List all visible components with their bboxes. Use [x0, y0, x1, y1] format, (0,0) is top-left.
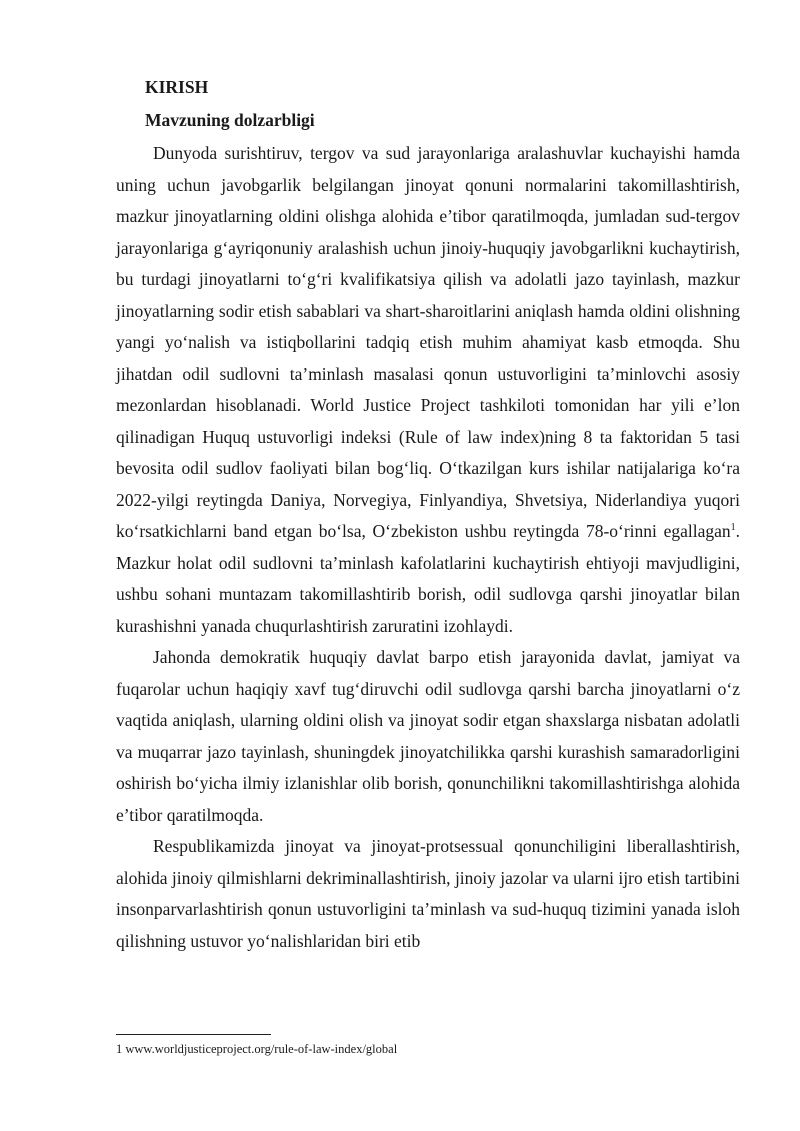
paragraph-3: Respublikamizda jinoyat va jinoyat-protsessual qonunchiligini liberallashtirish, alohida jinoiy qilmishlarni dekriminallashtirish, jinoiy jazolar va ularni ijro etish tartibini insonparvarlashtirish qonun ustuvorligini ta’minlash va sud-huquq tizimini yanada isloh qilishning ustuvor yo‘nalishlaridan biri etib — [116, 836, 740, 951]
main-text — [116, 138, 740, 957]
paragraph-1 — [116, 138, 740, 642]
paragraph-1-text: Dunyoda surishtiruv, tergov va sud jarayonlariga aralashuvlar kuchayishi hamda uning uchun javobgarlik belgilangan jinoyat qonuni normalarini takomillashtirish, mazkur jinoyatlarning oldini olishga alohida e’tibor qaratilmoqda, jumladan sud-tergov jarayonlariga g‘ayriqonuniy aralashish uchun jinoiy-huquqiy javobgarlikni kuchaytirish, bu turdagi jinoyatlarni to‘g‘ri kvalifikatsiya qilish va adolatli jazo tayinlash, mazkur jinoyatlarning sodir etish sabablari va shart-sharoitlarini aniqlash hamda oldini olishning yangi yo‘nalish va istiqbollarini tadqiq etish muhim ahamiyat kasb etmoqda. Shu jihatdan odil sudlovni ta’minlash masalasi qonun ustuvorligini ta’minlovchi asosiy mezonlardan hisoblanadi. World Justice Project tashkiloti tomonidan har yili e’lon qilinadigan Huquq ustuvorligi indeksi (Rule of law index)ning 8 ta faktoridan 5 tasi bevosita odil sudlov faoliyati bilan bog‘liq. O‘tkazilgan kurs ishilar natijalariga ko‘ra 2022-yilgi reytingda Daniya, Norvegiya, Finlyandiya, Shvetsiya, Niderlandiya yuqori ko‘rsatkichlarni band etgan bo‘lsa, O‘zbekiston ushbu reytingda 78-o‘rinni egallagan — [116, 143, 740, 541]
section-heading-relevance: Mavzuning dolzarbligi — [145, 110, 315, 130]
section-heading-intro: KIRISH — [145, 77, 209, 97]
footnote-divider — [116, 1034, 271, 1035]
paragraph-1-text-continued: . Mazkur holat odil sudlovni ta’minlash kafolatlarini kuchaytirish ehtiyoji mavjudligini, ushbu sohani muntazam takomillashtirib borish, odil sudlovga qarshi jinoyatlar bilan kurashishni yanada chuqurlashtirish zaruratini izohlaydi. — [116, 521, 740, 636]
paragraph-2: Jahonda demokratik huquqiy davlat barpo etish jarayonida davlat, jamiyat va fuqarolar uchun haqiqiy xavf tug‘diruvchi odil sudlovga qarshi barcha jinoyatlarni o‘z vaqtida aniqlash, ularning oldini olish va jinoyat sodir etgan shaxslarga nisbatan adolatli va muqarrar jazo tayinlash, shuningdek jinoyatchilikka qarshi kurashish samaradorligini oshirish bo‘yicha ilmiy izlanishlar olib borish, qonunchilikni takomillashtirishga alohida e’tibor qaratilmoqda. — [116, 647, 740, 825]
footnote: 1 www.worldjusticeproject.org/rule-of-law-index/global — [116, 1042, 398, 1056]
footnote-reference: 1 — [730, 522, 736, 534]
